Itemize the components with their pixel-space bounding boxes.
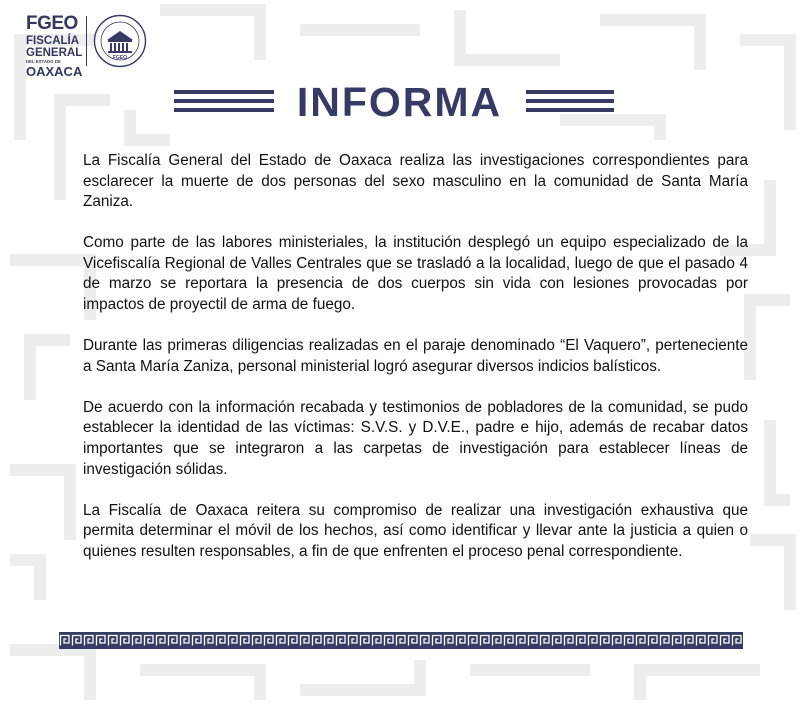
title-stripe-right-1 <box>526 90 614 94</box>
title-stripe-right-3 <box>526 108 614 112</box>
title-stripe-left-3 <box>174 108 274 112</box>
paragraph-5: La Fiscalía de Oaxaca reitera su compromiso de realizar una investigación exhaustiva que permita determinar el móvil de los hechos, así como identificar y llevar ante la justicia a quien o quienes resulten responsables, a fin de que enfrenten el proceso penal correspondiente. <box>83 501 748 560</box>
logo-divider <box>86 16 87 66</box>
paragraph-2: Como parte de las labores ministeriales, la institución desplegó un equipo especializado de la Vicefiscalía Regional de Valles Centrales que se trasladó a la localidad, luego de que el pasado 4 de marzo se reportara la presencia de dos cuerpos sin vida con lesiones provocadas por impactos de proyectil de arma de fuego. <box>83 234 748 314</box>
page-title: INFORMA <box>296 79 503 125</box>
logo-abbrev-text: FGEO <box>26 13 78 34</box>
logo-line2: GENERAL <box>26 46 83 59</box>
logo-abbrev <box>26 14 80 33</box>
fgeo-wordmark <box>26 13 83 80</box>
paragraph-1: La Fiscalía General del Estado de Oaxaca realiza las investigaciones correspondientes para esclarecer la muerte de dos personas del sexo masculino en la comunidad de Santa María Zaniza. <box>83 152 748 211</box>
title-stripe-left-1 <box>174 90 274 94</box>
fret-border-decoration <box>59 632 743 649</box>
logo-small-text: DEL ESTADO DE <box>26 59 61 64</box>
title-stripe-right-2 <box>526 99 614 103</box>
fgeo-seal-icon <box>93 14 147 68</box>
seal-label: FGEO <box>112 55 128 61</box>
header-logo <box>26 13 147 80</box>
paragraph-4: De acuerdo con la información recabada y testimonios de pobladores de la comunidad, se pudo establecer la identidad de las víctimas: S.V.S. y D.V.E., padre e hijo, además de recabar datos importantes que se integraron a las carpetas de investigación para establecer líneas de investigación sólidas. <box>83 398 748 478</box>
logo-line3: OAXACA <box>26 64 83 80</box>
logo-line1: FISCALÍA <box>26 35 80 47</box>
paragraph-3: Durante las primeras diligencias realizadas en el paraje denominado “El Vaquero”, perteneciente a Santa María Zaniza, personal ministerial logró asegurar diversos indicios balísticos. <box>83 337 748 375</box>
press-release-body <box>83 151 748 583</box>
title-banner <box>174 79 614 125</box>
title-stripe-left-2 <box>174 99 274 103</box>
